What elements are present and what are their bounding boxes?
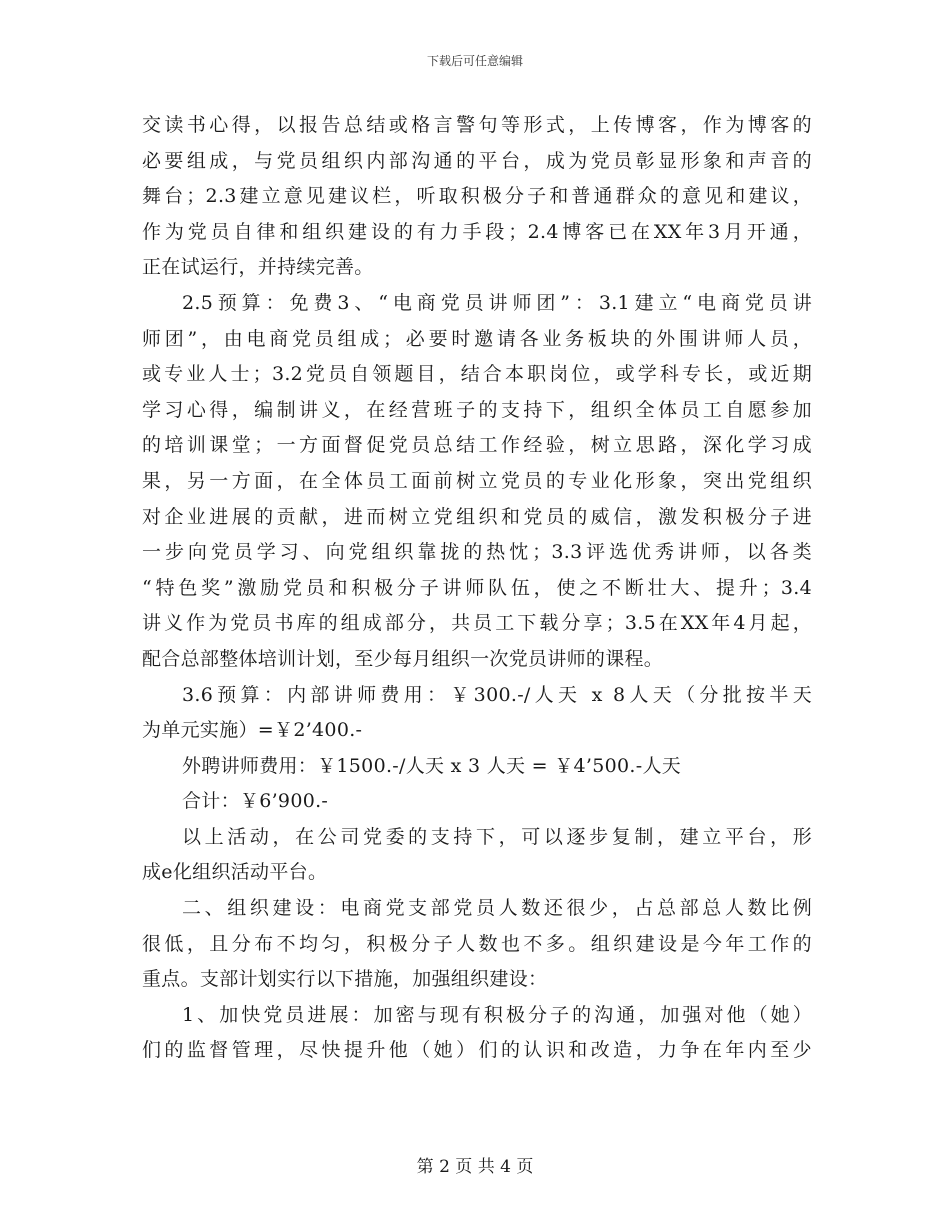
text-line: 的培训课堂；一方面督促党员总结工作经验，树立思路，深化学习成: [142, 434, 812, 457]
text-line: 1、加快党员进展：加密与现有积极分子的沟通，加强对他（她）: [182, 1003, 812, 1026]
text-line: 为单元实施）=￥2’400.-: [142, 719, 363, 742]
text-line: 成e化组织活动平台。: [142, 861, 328, 884]
text-line: 讲义作为党员书库的组成部分，共员工下载分享；3.5在XX年4月起，: [142, 612, 812, 635]
text-line: 必要组成，与党员组织内部沟通的平台，成为党员彰显形象和声音的: [142, 149, 812, 172]
text-line: 学习心得，编制讲义，在经营班子的支持下，组织全体员工自愿参加: [142, 398, 812, 421]
text-line: 对企业进展的贡献，进而树立党组织和党员的威信，激发积极分子进: [142, 505, 812, 528]
text-line: 3.6预算：内部讲师费用：￥300.-/人天 x 8人天（分批按半天: [182, 683, 812, 706]
text-line: 正在试运行，并持续完善。: [142, 256, 374, 279]
text-line: 们的监督管理，尽快提升他（她）们的认识和改造，力争在年内至少: [142, 1039, 812, 1062]
text-line: 外聘讲师费用：￥1500.-/人天 x 3 人天 = ￥4’500.-人天: [182, 754, 682, 777]
text-line: 作为党员自律和组织建设的有力手段；2.4博客已在XX年3月开通，: [142, 220, 812, 243]
text-line: 舞台；2.3建立意见建议栏，听取积极分子和普通群众的意见和建议，: [142, 185, 812, 208]
text-line: 重点。支部计划实行以下措施，加强组织建设：: [142, 968, 548, 991]
text-line: 一步向党员学习、向党组织靠拢的热忱；3.3评选优秀讲师，以各类: [142, 541, 812, 564]
text-line: 交读书心得，以报告总结或格言警句等形式，上传博客，作为博客的: [142, 114, 812, 136]
text-line: 2.5预算：免费3、“电商党员讲师团”：3.1建立“电商党员讲: [182, 291, 812, 314]
text-line: 配合总部整体培训计划，至少每月组织一次党员讲师的课程。: [142, 647, 664, 670]
text-line: 果，另一方面，在全体员工面前树立党员的专业化形象，突出党组织: [142, 469, 812, 492]
text-line: “特色奖”激励党员和积极分子讲师队伍，使之不断壮大、提升；3.4: [142, 576, 812, 599]
document-body: [142, 108, 812, 1069]
text-line: 或专业人士；3.2党员自领题目，结合本职岗位，或学科专长，或近期: [142, 363, 812, 386]
page-number: 第 2 页 共 4 页: [416, 1157, 534, 1177]
page-header-note: 下载后可任意编辑: [426, 54, 523, 68]
text-line: 二、组织建设：电商党支部党员人数还很少，占总部总人数比例: [182, 897, 812, 920]
text-line: 合计：￥6’900.-: [182, 790, 329, 813]
text-line: 很低，且分布不均匀，积极分子人数也不多。组织建设是今年工作的: [142, 932, 812, 955]
text-line: 以上活动，在公司党委的支持下，可以逐步复制，建立平台，形: [182, 825, 812, 848]
text-line: 师团”，由电商党员组成；必要时邀请各业务板块的外围讲师人员，: [142, 327, 812, 350]
